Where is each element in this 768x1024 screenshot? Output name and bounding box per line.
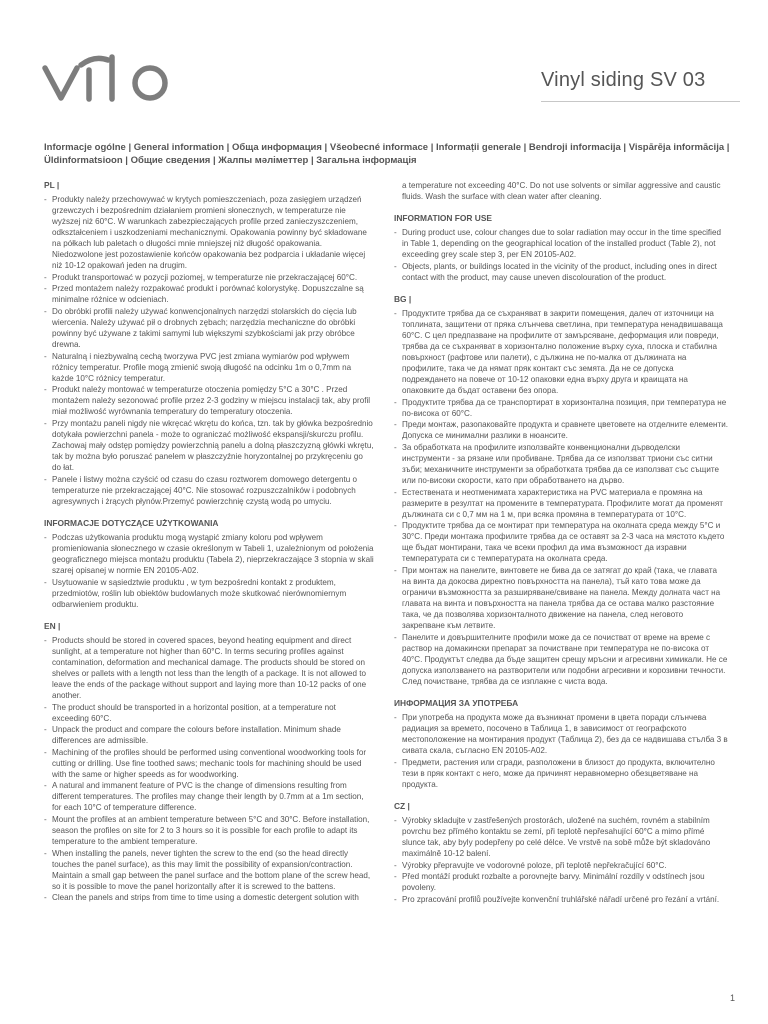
list-item: - Продуктите трябва да се монтират при температура на околната среда между 5°C и 30°C. Преди монтажа профилите трябва да се оставят за 2-3 часа на мястото където ще бъдат монтирани, така че всеки профил да има възможност да изравни температурата си с температурата на околната среда. xyxy=(394,520,728,564)
left-column xyxy=(44,180,374,914)
section-list xyxy=(44,635,374,904)
list-item: - Produkty należy przechowywać w krytych pomieszczeniach, poza zasięgiem urządzeń grzewczych i bezpośrednim działaniem promieni słonecznych, w temperaturze nie wyższej niż 60°C. W warunkach zabezpieczających profile przed zanieczyszczeniem, odkształceniem i uszkodzeniami mechanicznymi. Opakowania powinny być składowane na półkach lub paletach o długości mnie mniejszej niż długość opakowania. Niedozwolone jest pozostawienie końców opakowania bez podparcia i układanie więcej niż 10-12 opakowań jeden na drugim. xyxy=(44,194,374,271)
section-title: CZ | xyxy=(394,800,410,811)
list-item: - За обработката на профилите използвайте конвенционални дърводелски инструменти - за рязане или пробиване. Трябва да се използват триони със ситни зъби; механичните инструменти за обработката трябва да се използват със същите или по-високи скорости, като при обработването на дърво. xyxy=(394,442,728,486)
list-item: - When installing the panels, never tighten the screw to the end (so the head directly touches the panel surface), as this may limit the possibility of expansion/contraction. Maintain a small gap between the panel surface and the bottom plane of the screw head, so it is possible to move the panel horizontally after it is screwed to the battens. xyxy=(44,848,374,892)
section-list xyxy=(394,308,728,687)
list-item: - Usytuowanie w sąsiedztwie produktu , w tym bezpośredni kontakt z produktem, przedmiotów, roślin lub obiektów budowlanych może skutkować nierównomiernym odbarwieniem produktu. xyxy=(44,577,374,610)
list-item: - Продуктите трябва да се съхраняват в закрити помещения, далеч от източници на топлината, защитени от пряка слънчева светлина, при температура ненадвишаваща 60°C. С цел предпазване на профилите от замърсяване, деформация или повреди, трябва да се съхраняват в хоризонтално положение върху суха, плоска и стабилна повърхност (рафтове или палети), с дължина не по-малка от дължината на профилите, така че да нямат пряк контакт със земята. Да не се допуска подреждането на повече от 10-12 опаковки една върху друга и краищата на опаковките да бъдат оставени без опора. xyxy=(394,308,728,396)
list-item: - A natural and immanent feature of PVC is the change of dimensions resulting from different temperatures. The profiles may change their length by 0.7mm at a 1m section, for each 10°C of temperature difference. xyxy=(44,780,374,813)
section-list xyxy=(394,815,728,905)
list-item: - Produkt należy montować w temperaturze otoczenia pomiędzy 5°C a 30°C . Przed montażem należy sezonować profile przez 2-3 godziny w miejscu instalacji tak, aby profil miał możliwość wyrównania temperatury do temperatury otoczenia. xyxy=(44,384,374,417)
section-title: ИНФОРМАЦИЯ ЗА УПОТРЕБА xyxy=(394,698,519,709)
list-item: - Machining of the profiles should be performed using conventional woodworking tools for cutting or drilling. Use fine toothed saws; mechanic tools for machining should be used with the same or higher speeds as for woodworking. xyxy=(44,747,374,780)
vilo-logo xyxy=(42,52,178,104)
product-title: Vinyl siding SV 03 xyxy=(541,69,706,91)
list-item: - Przed montażem należy rozpakować produkt i porównać kolorystykę. Dopuszczalne są minimalne różnice w odcieniach. xyxy=(44,283,374,305)
list-item: - Przy montażu paneli nigdy nie wkręcać wkrętu do końca, tzn. tak by główka bezpośrednio dotykała powierzchni panela - może to ograniczać możliwość ekspansji/skurczu profilu. Zachowaj mały odstęp pomiędzy powierzchnią panelu a dolną płaszczyzną główki wkrętu, tak by można było poruszać panelem w płaszczyźnie horyzontalnej po przykręceniu go do łat. xyxy=(44,418,374,473)
list-item: - Clean the panels and strips from time to time using a domestic detergent solution with xyxy=(44,892,374,903)
section-list xyxy=(44,532,374,610)
list-item: - Podczas użytkowania produktu mogą wystąpić zmiany koloru pod wpływem promieniowania słonecznego w czasie określonym w Tabeli 1, uzależnionym od położenia geograficznego miejsca montażu produktu (Tabela 2), nieprzekraczające 3 stopnia w skali szarej opisanej w normie EN 20105-A02. xyxy=(44,532,374,576)
list-item: - Преди монтаж, разопаковайте продукта и сравнете цветовете на отделните елементи. Допуска се минимални разлики в нюансите. xyxy=(394,419,728,441)
section-list xyxy=(394,712,728,790)
section-title: INFORMATION FOR USE xyxy=(394,213,493,224)
section-list xyxy=(394,180,728,202)
list-item: - Výrobky skladujte v zastřešených prostorách, uložené na suchém, rovném a stabilním povrchu bez přímého kontaktu se zemí, při teplotě nepřesahující 60°C a mimo přímé slunce tak, aby byly podepřeny po celé délce. Ve vrstvě na sobě může být skladováno maximálně 10-12 balení. xyxy=(394,815,728,859)
list-item: - During product use, colour changes due to solar radiation may occur in the time specified in Table 1, depending on the geographical location of the installed product (Table 2), not exceeding grey scale step 3, per EN 20105-A02. xyxy=(394,227,728,260)
list-item-continuation: a temperature not exceeding 40°C. Do not use solvents or similar aggressive and caustic fluids. Wash the surface with clean water after cleaning. xyxy=(402,181,721,202)
list-item: - Панелите и довършителните профили може да се почистват от време на време с раствор на домакински препарат за почистване при температура не по-висока от 40°C. Продуктът следва да бъде защитен срещу мръсни и агресивни химикали. Не се допуска използването на разтворители или подобни агресивни и корозивни течности. След почистване, трябва да се изплакне с чиста вода. xyxy=(394,632,728,687)
list-item: - Предмети, растения или сгради, разположени в близост до продукта, включително тези в пряк контакт с него, може да причинят неравномерно обезцветяване на продукта. xyxy=(394,757,728,790)
page-number: 1 xyxy=(729,993,735,1003)
list-item: - При монтаж на панелите, винтовете не бива да се затягат до край (така, че главата на винта да докосва директно повърхността на панела), тъй като това може да ограничи възможността за разширяване/свиване на панела. Между долната част на главата на винта и повърхността на панела трябва да се остава малко разстояние така, че да позволява хоризонталното движение на панела, след неговото закрепване към летвите. xyxy=(394,565,728,631)
list-item: - Produkt transportować w pozycji poziomej, w temperaturze nie przekraczającej 60°C. xyxy=(44,272,374,283)
list-item: - Objects, plants, or buildings located in the vicinity of the product, including ones in direct contact with the product, may cause uneven discolouration of the product. xyxy=(394,261,728,283)
section-title: PL | xyxy=(44,180,60,190)
right-column xyxy=(394,180,728,916)
list-item: - Před montáží produkt rozbalte a porovnejte barvy. Minimální rozdíly v odstínech jsou povoleny. xyxy=(394,871,728,893)
list-item: - Výrobky přepravujte ve vodorovné poloze, při teplotě nepřekračující 60°C. xyxy=(394,860,728,871)
title-divider xyxy=(541,101,740,102)
general-information-header: Informacje ogólne | General information | Обща информация | Všeobecné informace | Informații generale | Bendroji informacija | Vispārēja informācija | Üldinformatsioon | Общие сведения | Жалпы мәліметтер | Загальна інформація xyxy=(44,142,730,166)
list-item: - Mount the profiles at an ambient temperature between 5°C and 30°C. Before installation, season the profiles on site for 2 to 3 hours so it is possible for each profile to adapt its temperature to the ambient temperature. xyxy=(44,814,374,847)
list-item: - Panele i listwy można czyścić od czasu do czasu roztworem domowego detergentu o temperaturze nie przekraczającej 40°C. Nie stosować rozpuszczalników i podobnych agresywnych i żrących płynów.Przemyć powierzchnię czystą wodą po umyciu. xyxy=(44,474,374,507)
section-list xyxy=(44,194,374,507)
list-item: - Naturalną i niezbywalną cechą tworzywa PVC jest zmiana wymiarów pod wpływem różnicy temperatur. Profile mogą zmienić swoją długość na odcinku 1m o 0,7mm na każde 10°C różnicy temperatur. xyxy=(44,351,374,384)
list-item: - Do obróbki profili należy używać konwencjonalnych narzędzi stolarskich do cięcia lub wiercenia. Należy używać pił o drobnych zębach; narzędzia mechaniczne do obróbki powinny być używane z takimi samymi lub większymi szybkościami jak przy obróbce drewna. xyxy=(44,306,374,350)
list-item: - Unpack the product and compare the colours before installation. Minimum shade differences are admissible. xyxy=(44,724,374,746)
list-item: - При употреба на продукта може да възникнат промени в цвета поради слънчева радиация за времето, посочено в Таблица 1, в зависимост от географското местоположение на монтирания продукт (Таблица 2), без да се надвишава стълба 3 в сивата скала, съгласно EN 20105-A02. xyxy=(394,712,728,756)
section-title: EN | xyxy=(44,620,61,631)
list-item: - Продуктите трябва да се транспортират в хоризонтална позиция, при температура не по-висока от 60°C. xyxy=(394,397,728,419)
list-item: - Products should be stored in covered spaces, beyond heating equipment and direct sunlight, at a temperature not higher than 60°C. In terms securing profiles against contamination, deformation and mechanical damage. The products should be stored on shelves or pallets with a length not less than the length of a package. It is not allowed to leave the ends of the package without support and laying more than 10-12 packs of one another. xyxy=(44,635,374,701)
section-list xyxy=(394,227,728,283)
section-title: INFORMACJE DOTYCZĄCE UŻYTKOWANIA xyxy=(44,517,219,528)
section-title: BG | xyxy=(394,293,412,304)
list-item: - Pro zpracování profilů používejte konvenční truhlářské nářadí určené pro řezání a vrtání. xyxy=(394,894,728,905)
list-item: - Естествената и неотменимата характеристика на PVC материала е промяна на размерите в резултат на промените в температурата. Профилите могат да променят дължината си с 0,7 мм на 1 м, при всяка промяна в температурата от 10°C. xyxy=(394,487,728,520)
list-item: - The product should be transported in a horizontal position, at a temperature not exceeding 60°C. xyxy=(44,702,374,724)
